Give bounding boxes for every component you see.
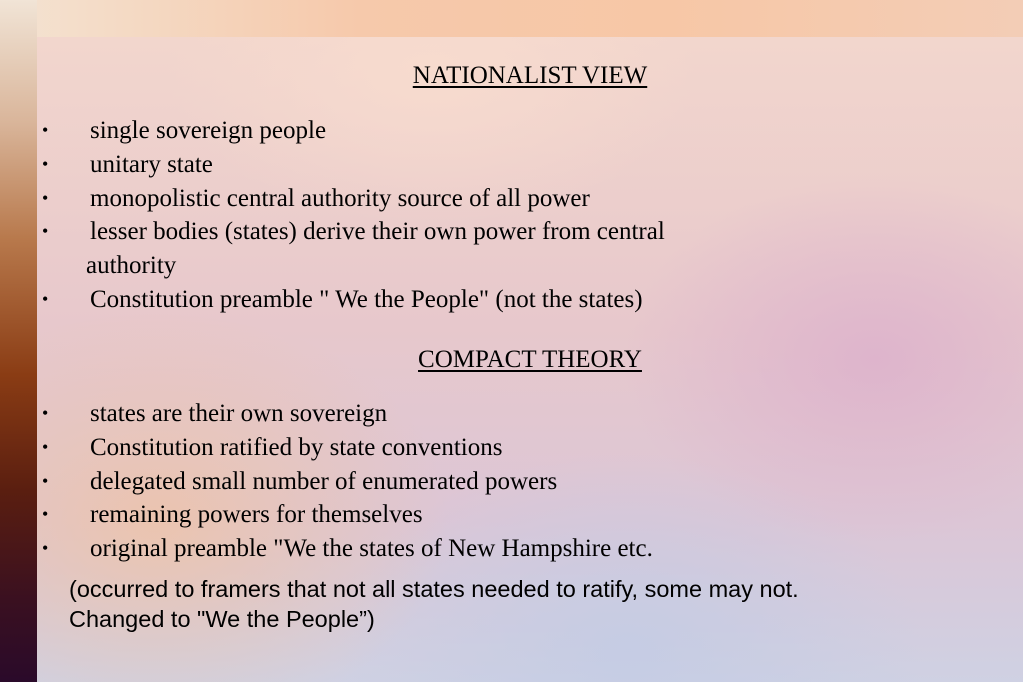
slide [37,37,1023,682]
list-item-continuation: authority [86,252,177,280]
list-item: • remaining powers for themselves [37,498,653,532]
compact-theory-list [37,397,653,566]
list-item: • Constitution ratified by state conventions [37,431,653,465]
list-item: • unitary state [37,148,665,182]
top-decorative-band [0,0,1023,40]
framers-note-line-1: (occurred to framers that not all states needed to ratify, some may not. [69,576,799,602]
bullet-icon: • [42,120,49,140]
list-item: • delegated small number of enumerated powers [37,465,653,499]
bullet-icon: • [42,436,49,457]
left-decorative-band [0,0,37,682]
bullet-icon: • [42,470,49,491]
nationalist-view-heading: NATIONALIST VIEW [412,62,648,89]
bullet-icon: • [42,221,49,242]
bullet-icon: • [42,504,49,525]
framers-note-line-2: Changed to "We the People”) [69,606,375,632]
list-item: • Constitution preamble " We the People" (not the states) [37,283,665,317]
bullet-icon: • [42,403,49,423]
list-item: • single sovereign people [37,114,665,148]
list-item: • lesser bodies (states) derive their own power from central authority [37,215,665,283]
list-item: • original preamble "We the states of New Hampshire etc. [37,532,653,566]
list-item: • monopolistic central authority source of all power [37,182,665,216]
framers-note [69,574,799,634]
nationalist-view-list [37,114,665,317]
list-item: • states are their own sovereign [37,397,653,431]
bullet-icon: • [42,538,49,559]
bullet-icon: • [42,153,49,174]
bullet-icon: • [42,288,49,309]
bullet-icon: • [42,187,49,208]
compact-theory-heading: COMPACT THEORY [418,346,642,373]
